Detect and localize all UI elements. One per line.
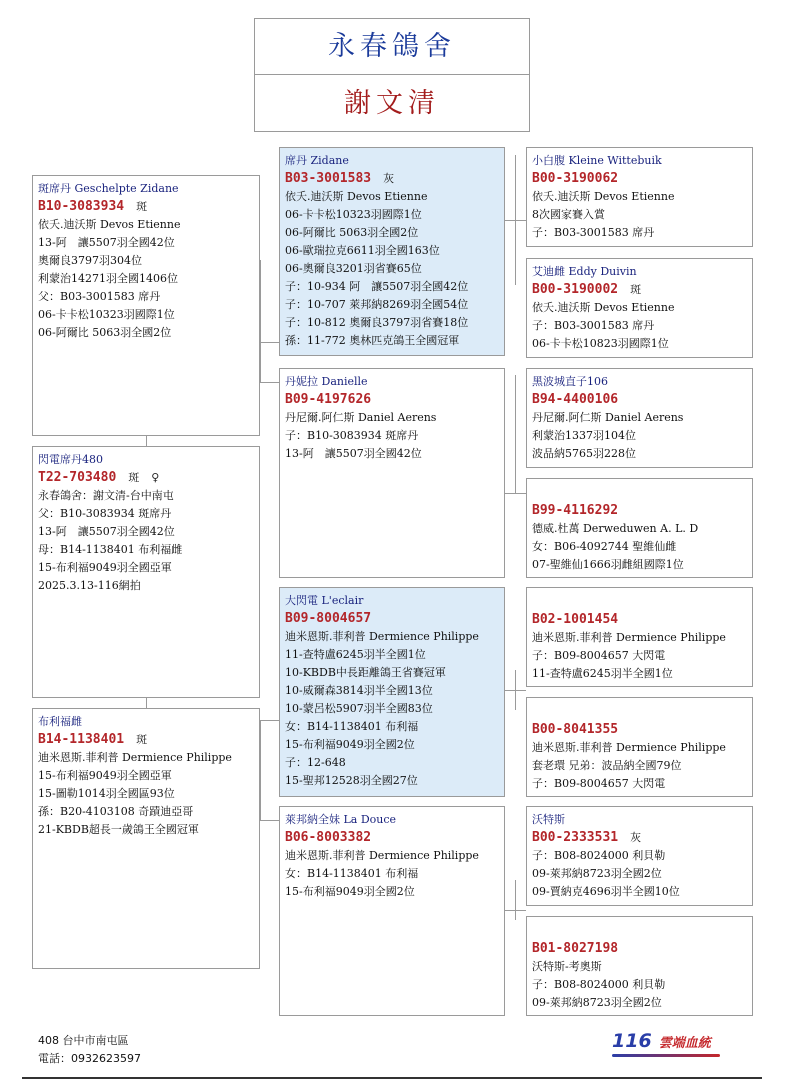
subject-name: 閃電席丹480 (38, 453, 103, 466)
dds-line: 09-賈納克4696羽半全國10位 (532, 885, 680, 898)
dam-line: 孫：B20-4103108 奇蹟迪亞哥 (38, 805, 194, 818)
sire-line: 父：B03-3001583 席丹 (38, 290, 161, 303)
sdd-line: 德威.杜萬 Derweduwen A. L. D (532, 522, 699, 535)
dam-ring: B14-1138401 斑 (38, 732, 148, 747)
dd-line: 迪米恩斯.菲利普 Dermience Philippe (285, 849, 479, 862)
ds-line: 迪米恩斯.菲利普 Dermience Philippe (285, 630, 479, 643)
sss-line: 依夭.迪沃斯 Devos Etienne (532, 190, 675, 203)
ss-ring: B03-3001583 灰 (285, 171, 395, 186)
loft-name: 永春鴿舍 (328, 31, 456, 62)
pedigree-box-dsd (526, 697, 753, 797)
ss-line: 06-卡卡松10323羽國際1位 (285, 208, 422, 221)
ss-line: 子：10-707 萊邦納8269羽全國54位 (285, 298, 469, 311)
pedigree-box-sire (32, 175, 260, 436)
pedigree-box-sd (279, 368, 505, 578)
logo-number: 116 (612, 1030, 652, 1052)
dam-line: 15-圖勒1014羽全國區93位 (38, 787, 175, 800)
pedigree-box-sss (526, 147, 753, 247)
dam-line: 迪米恩斯.菲利普 Dermience Philippe (38, 751, 232, 764)
pedigree-box-ddd (526, 916, 753, 1016)
dd-name: 萊邦納全妹 La Douce (285, 813, 397, 826)
subject-line: 13-阿 讓5507羽全國42位 (38, 525, 175, 538)
sds-line: 利蒙治1337羽104位 (532, 429, 636, 442)
sds-line: 波品納5765羽228位 (532, 447, 636, 460)
dd-ring: B06-8003382 (285, 830, 372, 845)
sire-line: 13-阿 讓5507羽全國42位 (38, 236, 175, 249)
pedigree-box-dss (526, 587, 753, 687)
ds-name: 大閃電 L'eclair (285, 594, 364, 607)
pedigree-box-sds (526, 368, 753, 468)
dam-line: 15-布利福9049羽全國亞軍 (38, 769, 172, 782)
sire-line: 利蒙治14271羽全國1406位 (38, 272, 178, 285)
ss-line: 06-阿爾比 5063羽全國2位 (285, 226, 419, 239)
sd-line: 13-阿 讓5507羽全國42位 (285, 447, 422, 460)
sss-line: 子：B03-3001583 席丹 (532, 226, 655, 239)
pedigree-box-sdd (526, 478, 753, 578)
subject-line: 母：B14-1138401 布利福雌 (38, 543, 183, 556)
sdd-line: 女：B06-4092744 聖維仙雌 (532, 540, 677, 553)
ddd-line: 子：B08-8024000 利貝勒 (532, 978, 666, 991)
sire-color: 斑 (136, 200, 148, 213)
dd-line: 15-布利福9049羽全國2位 (285, 885, 415, 898)
owner-name-box (254, 74, 530, 132)
connector-sire-h (260, 342, 280, 343)
connector-dam-h (260, 720, 280, 721)
subject-line: 永春鴿舍：謝文清-台中南屯 (38, 489, 174, 502)
dsd-line: 子：B09-8004657 大閃電 (532, 777, 666, 790)
ss-color: 灰 (383, 172, 395, 185)
sds-ring: B94-4400106 (532, 392, 619, 407)
footer-divider (22, 1077, 762, 1079)
dam-color: 斑 (136, 733, 148, 746)
ds-line: 10-KBDB中長距離鴿王省賽冠軍 (285, 666, 446, 679)
subject-color: 斑 (128, 471, 140, 484)
ds-line: 15-聖邦12528羽全國27位 (285, 774, 418, 787)
sds-line: 丹尼爾.阿仁斯 Daniel Aerens (532, 411, 684, 424)
connector-dam-h2 (260, 820, 280, 821)
ssd-line: 06-卡卡松10823羽國際1位 (532, 337, 669, 350)
ddd-line: 沃特斯-考奧斯 (532, 960, 602, 973)
dsd-line: 迪米恩斯.菲利普 Dermience Philippe (532, 741, 726, 754)
sd-ring: B09-4197626 (285, 392, 372, 407)
ss-line: 06-歐瑞拉克6611羽全國163位 (285, 244, 440, 257)
ssd-name: 艾迪雌 Eddy Duivin (532, 265, 637, 278)
ssd-line: 子：B03-3001583 席丹 (532, 319, 655, 332)
connector-sire-h2 (260, 382, 280, 383)
dam-line: 21-KBDB超長一歲鴿王全國冠軍 (38, 823, 199, 836)
dds-name: 沃特斯 (532, 813, 565, 826)
ss-line: 子：10-812 奧爾良3797羽省賽18位 (285, 316, 469, 329)
logo-underline (612, 1054, 720, 1057)
connector-sd-h (505, 493, 526, 494)
pedigree-box-ssd (526, 258, 753, 358)
pedigree-box-ds (279, 587, 505, 797)
dsd-ring: B00-8041355 (532, 722, 619, 737)
dss-line: 11-查特盧6245羽半全國1位 (532, 667, 673, 680)
sire-line: 奧爾良3797羽304位 (38, 254, 142, 267)
sss-line: 8次國家賽入賞 (532, 208, 605, 221)
sd-name: 丹妮拉 Danielle (285, 375, 368, 388)
pedigree-box-ss (279, 147, 505, 356)
subject-line: 父：B10-3083934 斑席丹 (38, 507, 172, 520)
connector-dam-v (260, 720, 261, 820)
dds-line: 09-萊邦納8723羽全國2位 (532, 867, 662, 880)
sdd-line: 07-聖維仙1666羽雌組國際1位 (532, 558, 684, 571)
subject-sex: ♀ (151, 471, 160, 484)
footer-address: 408 台中市南屯區 (38, 1034, 129, 1047)
ssd-ring: B00-3190002 斑 (532, 282, 642, 297)
ds-line: 女：B14-1138401 布利福 (285, 720, 419, 733)
ss-line: 依夭.迪沃斯 Devos Etienne (285, 190, 428, 203)
ds-line: 子：12-648 (285, 756, 346, 769)
ss-line: 孫：11-772 奧林匹克鴿王全國冠軍 (285, 334, 460, 347)
sds-name: 黑波城直子106 (532, 375, 608, 388)
sire-line: 06-阿爾比 5063羽全國2位 (38, 326, 172, 339)
dds-line: 子：B08-8024000 利貝勒 (532, 849, 666, 862)
subject-ring: T22-703480 斑 ♀ (38, 470, 160, 485)
dss-line: 子：B09-8004657 大閃電 (532, 649, 666, 662)
owner-name: 謝文清 (344, 88, 440, 119)
pedigree-box-dds (526, 806, 753, 906)
connector-sd-v (515, 375, 516, 493)
dsd-line: 套老環 兄弟：波品納全國79位 (532, 759, 682, 772)
dd-line: 女：B14-1138401 布利福 (285, 867, 419, 880)
sd-line: 丹尼爾.阿仁斯 Daniel Aerens (285, 411, 437, 424)
ds-ring: B09-8004657 (285, 611, 372, 626)
ssd-line: 依夭.迪沃斯 Devos Etienne (532, 301, 675, 314)
dam-name: 布利福雌 (38, 715, 82, 728)
sire-line: 依夭.迪沃斯 Devos Etienne (38, 218, 181, 231)
dss-ring: B02-1001454 (532, 612, 619, 627)
dds-color: 灰 (630, 831, 642, 844)
connector-dd-v (515, 880, 516, 920)
sd-line: 子：B10-3083934 斑席丹 (285, 429, 419, 442)
sire-name: 斑席丹 Geschelpte Zidane (38, 182, 179, 195)
pedigree-box-subject (32, 446, 260, 698)
logo (612, 1030, 732, 1058)
ss-line: 子：10-934 阿 讓5507羽全國42位 (285, 280, 469, 293)
pedigree-box-dam (32, 708, 260, 969)
loft-name-box (254, 18, 530, 75)
connector-ds-h (505, 690, 526, 691)
ds-line: 10-蒙呂松5907羽半全國83位 (285, 702, 433, 715)
sdd-ring: B99-4116292 (532, 503, 619, 518)
ss-line: 06-奧爾良3201羽省賽65位 (285, 262, 422, 275)
sire-ring: B10-3083934 斑 (38, 199, 148, 214)
dds-ring: B00-2333531 灰 (532, 830, 642, 845)
ddd-ring: B01-8027198 (532, 941, 619, 956)
ds-line: 11-查特盧6245羽半全國1位 (285, 648, 426, 661)
footer-phone: 電話：0932623597 (38, 1052, 141, 1065)
logo-text: 雲端血統 (658, 1036, 711, 1051)
dss-line: 迪米恩斯.菲利普 Dermience Philippe (532, 631, 726, 644)
pedigree-box-dd (279, 806, 505, 1016)
sss-ring: B00-3190062 (532, 171, 619, 186)
ds-line: 15-布利福9049羽全國2位 (285, 738, 415, 751)
sss-name: 小白腹 Kleine Wittebuik (532, 154, 662, 167)
connector-ss-h (505, 220, 526, 221)
subject-line: 2025.3.13-116網拍 (38, 579, 141, 592)
subject-line: 15-布利福9049羽全國亞軍 (38, 561, 172, 574)
connector-sire-v (260, 260, 261, 382)
connector-dd-h (505, 910, 526, 911)
ss-name: 席丹 Zidane (285, 154, 349, 167)
ssd-color: 斑 (630, 283, 642, 296)
ds-line: 10-威爾森3814羽半全國13位 (285, 684, 433, 697)
ddd-line: 09-萊邦納8723羽全國2位 (532, 996, 662, 1009)
sire-line: 06-卡卡松10323羽國際1位 (38, 308, 175, 321)
